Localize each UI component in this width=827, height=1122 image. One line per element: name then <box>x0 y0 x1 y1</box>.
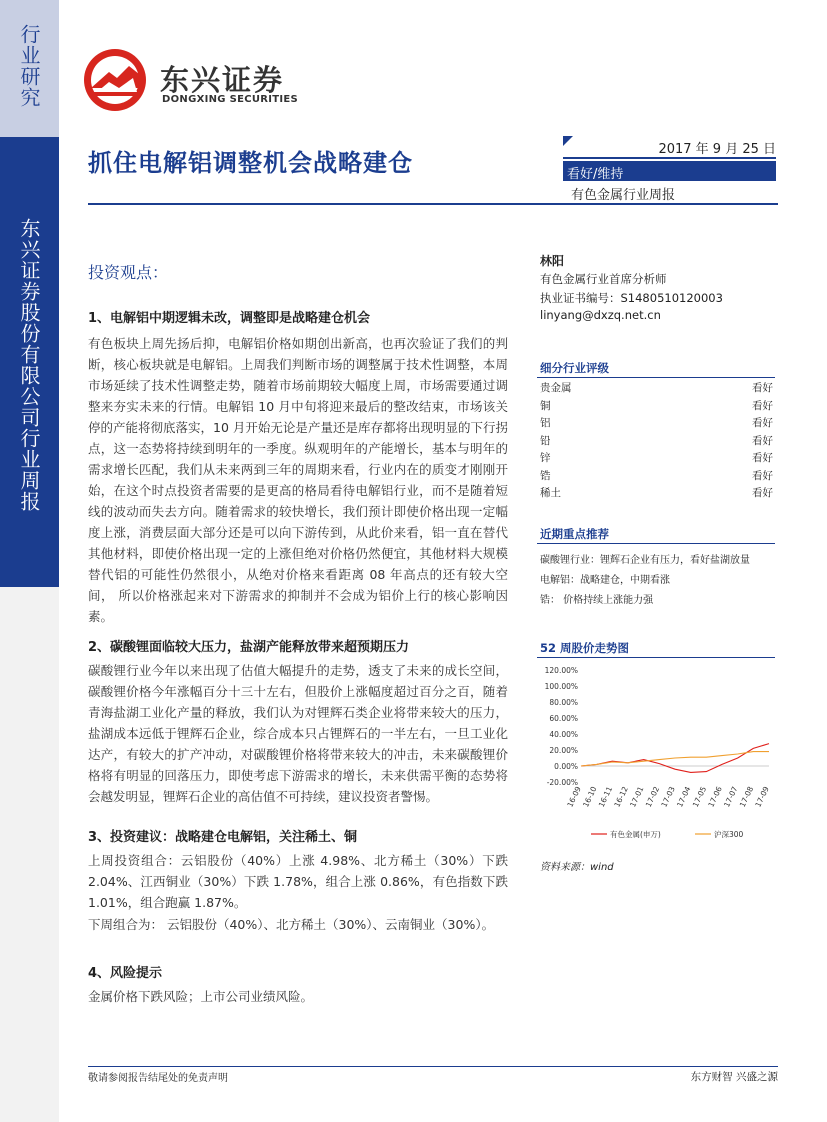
y-tick-label: 20.00% <box>549 746 578 755</box>
logo-name-en: DONGXING SECURITIES <box>162 94 299 105</box>
y-tick-label: 120.00% <box>544 666 578 675</box>
series-line <box>581 752 769 766</box>
recommend-heading: 近期重点推荐 <box>540 527 609 541</box>
rating-row <box>540 450 773 468</box>
footer-slogan: 东方财智 兴盛之源 <box>690 1071 778 1083</box>
rating-row <box>540 380 773 398</box>
x-tick-label: 16-11 <box>596 785 615 809</box>
x-tick-label: 17-04 <box>675 785 693 809</box>
chart-title: 52 周股价走势图 <box>540 641 630 655</box>
date-divider <box>563 157 776 159</box>
price-trend-chart <box>537 662 777 852</box>
industry-rating: 看好/维持 <box>567 167 624 182</box>
ratings-heading: 细分行业评级 <box>540 361 609 375</box>
x-tick-label: 17-01 <box>628 785 646 809</box>
rating-sector: 铅 <box>540 434 551 447</box>
y-tick-label: -20.00% <box>546 778 578 787</box>
analyst-name: 林阳 <box>540 254 565 268</box>
heading-2: 2、碳酸锂面临较大压力，盐湖产能释放带来超预期压力 <box>88 640 410 655</box>
y-tick-label: 100.00% <box>544 682 578 691</box>
rating-sector: 铜 <box>540 399 551 412</box>
x-tick-label: 16-10 <box>581 785 599 809</box>
recommend-item: 电解铝：战略建仓，中期看涨 <box>540 575 670 586</box>
paragraph-4: 下周组合为： 云铝股份（40%）、北方稀土（30%）、云南铜业（30%）。 <box>88 917 495 932</box>
title-divider <box>88 203 778 205</box>
rating-sector: 锆 <box>540 469 551 482</box>
rating-row <box>540 433 773 451</box>
x-tick-label: 17-09 <box>753 785 771 809</box>
sidebar-category-label: 行业研究 <box>17 24 41 108</box>
rating-row <box>540 468 773 486</box>
analyst-license: 执业证书编号：S1480510120003 <box>540 291 723 305</box>
rating-value: 看好 <box>752 399 773 412</box>
rating-sector: 锌 <box>540 452 551 464</box>
x-tick-label: 17-03 <box>659 785 677 809</box>
x-tick-label: 16-09 <box>565 785 583 809</box>
y-tick-label: 40.00% <box>549 730 578 739</box>
report-title: 抓住电解铝调整机会战略建仓 <box>88 149 413 177</box>
y-tick-label: 80.00% <box>549 698 578 707</box>
report-date: 2017 年 9 月 25 日 <box>658 142 776 157</box>
x-tick-label: 16-12 <box>612 785 630 809</box>
ratings-divider <box>537 377 775 378</box>
y-tick-label: 60.00% <box>549 714 578 723</box>
paragraph-3: 上周投资组合：云铝股份（40%）上涨 4.98%、北方稀土（30%）下跌 2.04%、江西铜业（30%）下跌 1.78%，组合上涨 0.86%，有色指数下跌 1.01%，组合跑赢 1.87%。 <box>88 853 508 910</box>
rating-sector: 稀土 <box>540 487 561 499</box>
logo-name-cn: 东兴证券 <box>160 63 285 97</box>
footer-divider <box>88 1066 778 1067</box>
legend-label: 有色金属(申万) <box>610 830 661 839</box>
paragraph-1: 有色板块上周先扬后抑，电解铝价格如期创出新高，也再次验证了我们的判断，核心板块就是电解铝。上周我们判断市场的调整属于技术性调整，本周市场延续了技术性调整走势，随着市场前期较大幅度上周，市场需要通过调整来夯实未来的行情。电解铝 10 月中旬将迎来最后的整改结束，市场该关停的产能将彻底落实，10 月开始无论是产量还是库存都将出现明显的下行拐点，这一态势将持续到明年的一季度。纵观明年的产能增长，基本与明年的需求增长匹配，我们从未来两到三年的周期来看，行业内在的质变才刚刚开始，在这个时点投资者需要的是更高的格局看待电解铝行业，而不是随着短线的波动而失去方向。随着需求的较快增长，我们预计即使价格出现一定幅度上涨，消费层面大部分还是可以向下游传到，从此价来看，铝一直在替代其他材料，即使价格出现一定的上涨但绝对价格仍然便宜，其他材料大规模替代铝的可能性仍然很小，从绝对价格来看距离 08 年高点的还有较大空间， 所以价格涨起来对下游需求的抑制并不会成为铝价上行的核心影响因素。 <box>88 336 508 624</box>
report-type: 有色金属行业周报 <box>571 188 676 203</box>
heading-1: 1、电解铝中期逻辑未改，调整即是战略建仓机会 <box>88 311 371 326</box>
paragraph-5: 金属价格下跌风险；上市公司业绩风险。 <box>88 989 314 1004</box>
x-tick-label: 17-07 <box>722 785 740 809</box>
footer-disclaimer: 敬请参阅报告结尾处的免责声明 <box>88 1073 228 1084</box>
legend-label: 沪深300 <box>714 830 744 839</box>
analyst-title: 有色金属行业首席分析师 <box>540 272 667 286</box>
rating-value: 看好 <box>752 434 773 447</box>
rating-value: 看好 <box>752 417 773 429</box>
x-tick-label: 17-02 <box>643 785 662 809</box>
chart-source: 资料来源：wind <box>540 862 614 873</box>
rating-value: 看好 <box>752 469 773 482</box>
x-tick-label: 17-08 <box>737 785 756 809</box>
rating-value: 看好 <box>752 382 773 394</box>
recommend-divider <box>537 543 775 544</box>
section-heading: 投资观点： <box>88 263 169 282</box>
rating-sector: 贵金属 <box>540 382 572 394</box>
paragraph-2: 碳酸锂行业今年以来出现了估值大幅提升的走势，透支了未来的成长空间，碳酸锂价格今年涨幅百分十三十左右，但股价上涨幅度超过百分之百，随着青海盐湖工业化产量的释放，我们认为对锂辉石类企业将带来较大的压力，盐湖成本远低于锂辉石企业，综合成本只占锂辉石的一半左右，一旦工业化达产，有较大的扩产冲动，对碳酸锂价格将带来较大的冲击，未来碳酸锂价格将有明显的回落压力，即使考虑下游需求的增长，未来供需平衡的态势将会越发明显，锂辉石企业的高估值不可持续，建议投资者警惕。 <box>88 663 508 804</box>
rating-value: 看好 <box>752 487 773 499</box>
sidebar-bottom-band <box>0 587 59 1122</box>
analyst-email[interactable]: linyang@dxzq.net.cn <box>540 308 661 322</box>
heading-4: 4、风险提示 <box>88 966 163 981</box>
y-tick-label: 0.00% <box>554 762 578 771</box>
rating-sector: 铝 <box>540 417 551 429</box>
rating-row <box>540 485 773 503</box>
recommend-item: 锆： 价格持续上涨能力强 <box>540 595 654 606</box>
recommend-item: 碳酸锂行业：锂辉石企业有压力，看好盐湖放量 <box>540 555 750 566</box>
rating-row <box>540 398 773 416</box>
heading-3: 3、投资建议：战略建仓电解铝，关注稀土、铜 <box>88 830 358 845</box>
chart-divider <box>537 657 775 658</box>
sidebar-company-label: 东兴证券股份有限公司行业周报 <box>17 218 41 512</box>
x-tick-label: 17-06 <box>706 785 724 809</box>
company-logo-icon <box>83 48 147 112</box>
rating-row <box>540 415 773 433</box>
x-tick-label: 17-05 <box>690 785 709 809</box>
rating-value: 看好 <box>752 452 773 464</box>
